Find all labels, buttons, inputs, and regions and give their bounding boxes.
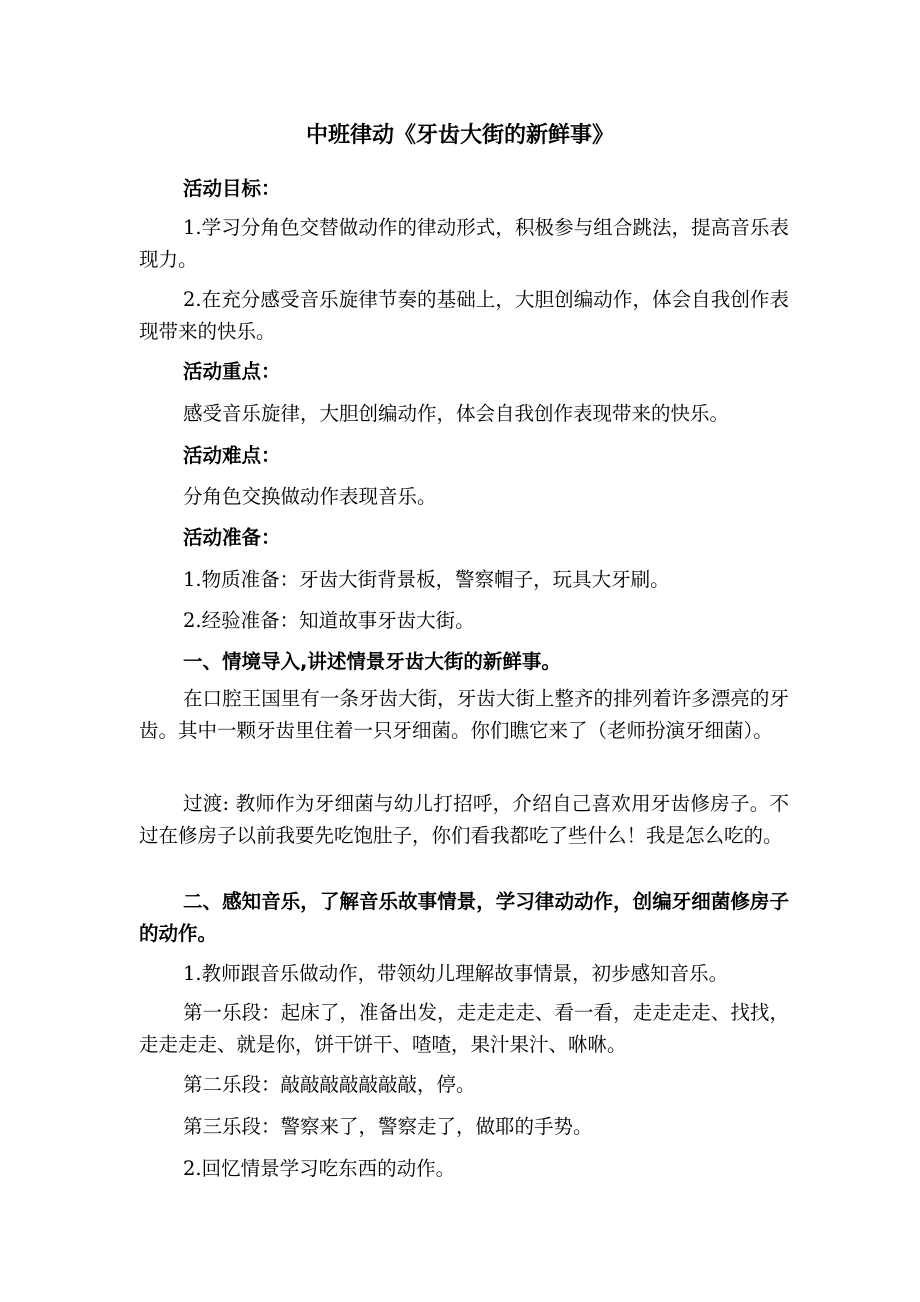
music-part-2: 第二乐段：敲敲敲敲敲敲敲，停。 (183, 1073, 476, 1096)
section-2-paragraph-2: 2.回忆情景学习吃东西的动作。 (183, 1157, 456, 1180)
focus-paragraph: 感受音乐旋律，大胆创编动作，体会自我创作表现带来的快乐。 (183, 402, 730, 425)
section-2-paragraph-1: 1.教师跟音乐做动作，带领幼儿理解故事情景，初步感知音乐。 (183, 962, 729, 985)
focus-heading: 活动重点： (183, 360, 281, 383)
prep-1-paragraph: 1.物质准备：牙齿大街背景板，警察帽子，玩具大牙刷。 (183, 568, 670, 591)
section-1-paragraph-1: 在口腔王国里有一条牙齿大街，牙齿大街上整齐的排列着许多漂亮的牙齿。其中一颗牙齿里住着一只牙细菌。你们瞧它来了（老师扮演牙细菌）。 (139, 687, 789, 742)
difficulty-heading: 活动难点： (183, 444, 281, 467)
goal-1-paragraph: 1.学习分角色交替做动作的律动形式，积极参与组合跳法，提高音乐表现力。 (139, 216, 789, 271)
difficulty-paragraph: 分角色交换做动作表现音乐。 (183, 485, 437, 508)
prep-heading: 活动准备： (183, 526, 281, 549)
section-1-paragraph-2: 过渡: 教师作为牙细菌与幼儿打招呼，介绍自己喜欢用牙齿修房子。不过在修房子以前我要先吃饱肚子，你们看我都吃了些什么！我是怎么吃的。 (139, 792, 789, 847)
prep-2-paragraph: 2.经验准备：知道故事牙齿大街。 (183, 609, 475, 632)
goals-heading: 活动目标： (183, 177, 281, 200)
goal-2-paragraph: 2.在充分感受音乐旋律节奏的基础上，大胆创编动作，体会自我创作表现带来的快乐。 (139, 288, 789, 343)
section-1-heading: 一、情境导入,讲述情景牙齿大街的新鲜事。 (183, 650, 561, 673)
music-part-3: 第三乐段：警察来了，警察走了，做耶的手势。 (183, 1115, 593, 1138)
section-2-heading: 二、感知音乐，了解音乐故事情景，学习律动动作，创编牙细菌修房子的动作。 (139, 890, 789, 945)
music-part-1: 第一乐段：起床了，准备出发，走走走走、看一看，走走走走、找找，走走走走、就是你，饼干饼干、喳喳，果汁果汁、咻咻。 (139, 1001, 789, 1056)
document-title: 中班律动《牙齿大街的新鲜事》 (305, 123, 614, 148)
